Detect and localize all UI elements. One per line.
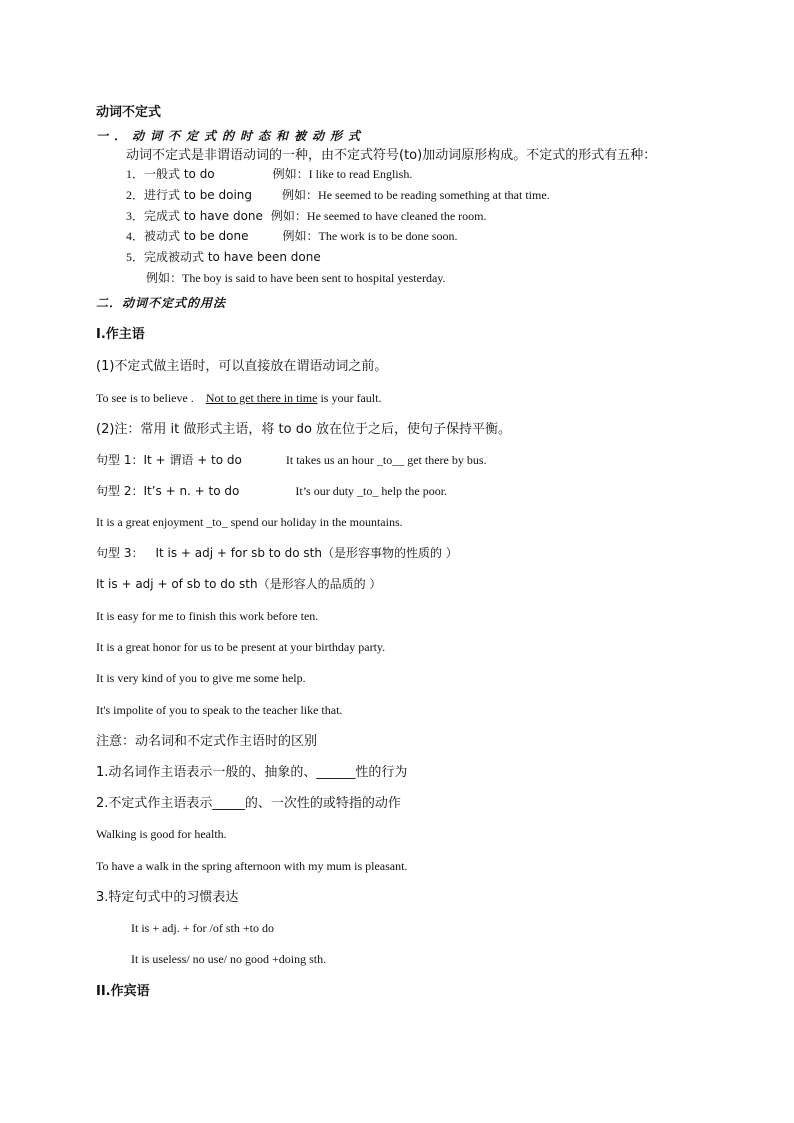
form-example: He seemed to have cleaned the room. [306,209,487,223]
form-example-label: 例如： [272,167,309,181]
note-1: (1)不定式做主语时，可以直接放在谓语动词之前。 [96,359,388,374]
subsection-subject: I.作主语 [96,327,145,342]
pattern-example: It takes us an hour _to__ get there by bus. [285,453,487,467]
difference-2: 2.不定式作主语表示_____的、一次性的或特指的动作 [96,796,401,811]
example-text: To see is to believe . [96,391,194,405]
form-row [126,210,487,222]
section1-intro: 动词不定式是非谓语动词的一种，由不定式符号(to)加动词原形构成。不定式的形式有五种： [126,148,657,163]
form-row [126,189,550,201]
subsection-object: II.作宾语 [96,984,150,999]
form-row [126,168,412,180]
example-line: It's impolite of you to speak to the teacher like that. [96,703,343,717]
form-num: 2． [126,188,145,202]
form-example-label: 例如： [270,209,307,223]
doc-title: 动词不定式 [96,105,162,120]
form-num: 5． [126,250,145,264]
habit-pattern: It is useless/ no use/ no good +doing sth. [131,952,327,966]
habit-heading: 3.特定句式中的习惯表达 [96,890,239,905]
pattern-1 [96,454,487,466]
form-example-label: 例如： [146,271,183,285]
form-example: The boy is said to have been sent to hospital yesterday. [182,271,446,285]
form-name: 一般式 to do [144,167,215,181]
caution-note: 注意：动名词和不定式作主语时的区别 [96,734,318,749]
form-num: 4． [126,229,145,243]
note-2: (2)注：常用 it 做形式主语，将 to do 放在位于之后，使句子保持平衡。 [96,422,512,437]
form-example: I like to read English. [308,167,413,181]
example-line: It is a great enjoyment _to_ spend our holiday in the mountains. [96,515,403,529]
pattern-3b: It is + adj + of sb to do sth（是形容人的品质的 ） [96,577,382,591]
example-line: To have a walk in the spring afternoon with my mum is pleasant. [96,859,408,873]
pattern-example: It is + adj + for sb to do sth（是形容事物的性质的 ） [155,546,458,560]
example-text: is your fault. [317,391,382,405]
pattern-label: 句型 1：It + 谓语 + to do [96,453,242,467]
form-name: 被动式 to be done [144,229,249,243]
section1-heading: 一．动词不定式的时态和被动形式 [96,129,367,143]
difference-1: 1.动名词作主语表示一般的、抽象的、______性的行为 [96,765,408,780]
pattern-label: 句型 2：It’s + n. + to do [96,484,240,498]
form-num: 3． [126,209,145,223]
form-example-label: 例如： [282,188,319,202]
form-row [126,230,457,242]
example-line: Walking is good for health. [96,827,227,841]
form-num: 1． [126,167,145,181]
form-name: 完成式 to have done [144,209,263,223]
pattern-example: It’s our duty _to_ help the poor. [295,484,448,498]
example-line: It is very kind of you to give me some help. [96,671,306,685]
form-row-example [146,272,446,284]
form-example: He seemed to be reading something at that time. [318,188,550,202]
pattern-2 [96,485,447,497]
example-line: It is easy for me to finish this work before ten. [96,609,319,623]
example-line: It is a great honor for us to be present at your birthday party. [96,640,386,654]
pattern-label: 句型 3： [96,546,144,560]
pattern-3 [96,547,458,559]
form-name: 进行式 to be doing [144,188,253,202]
form-example-label: 例如： [282,229,319,243]
section2-heading: 二．动词不定式的用法 [96,296,227,310]
habit-pattern: It is + adj. + for /of sth +to do [131,921,274,935]
form-name: 完成被动式 to have been done [144,250,321,264]
form-example: The work is to be done soon. [318,229,458,243]
form-row [126,251,321,263]
example-line [96,392,381,404]
underlined-phrase: Not to get there in time [205,391,318,405]
